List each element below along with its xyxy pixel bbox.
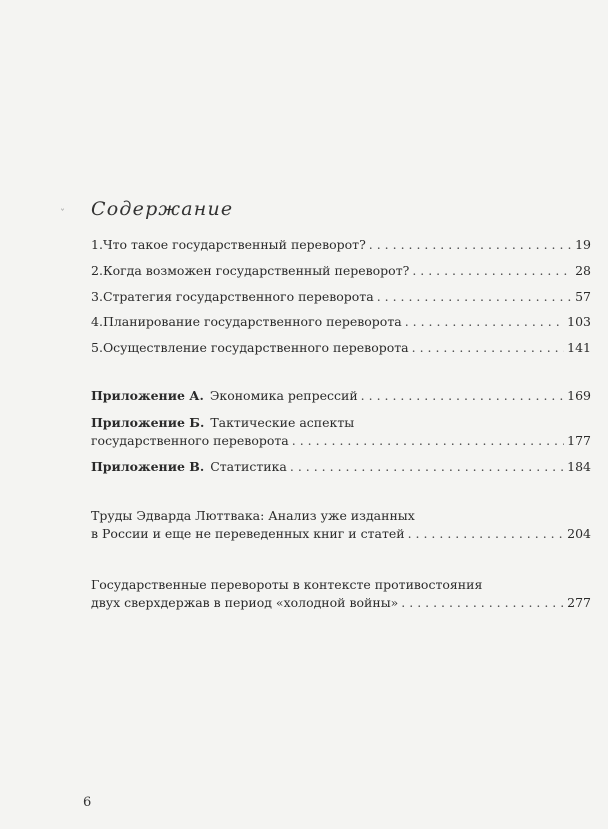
dot-leader xyxy=(361,387,564,405)
toc-entry-chapter-4 xyxy=(91,313,591,331)
toc-entry-chapter-1 xyxy=(91,236,591,254)
chapter-title: Осуществление государственного переворота xyxy=(102,340,409,355)
page-number: 204 xyxy=(567,526,591,541)
page-number: 177 xyxy=(567,433,591,448)
chapter-number: 1. xyxy=(91,237,103,252)
essay-title-continued: в России и еще не переведенных книг и статей xyxy=(91,526,405,541)
chapter-title: Когда возможен государственный переворот? xyxy=(102,263,410,278)
toc-entry-chapter-3 xyxy=(91,288,591,306)
toc-entry-appendix-b xyxy=(91,414,591,450)
chapter-number: 4. xyxy=(91,314,103,329)
page-number: 141 xyxy=(567,340,591,355)
appendix-label: Приложение В. xyxy=(91,459,205,474)
chapter-number: 5. xyxy=(91,340,103,355)
dot-leader xyxy=(408,525,565,543)
appendix-title: Тактические аспекты xyxy=(210,415,355,430)
dot-leader xyxy=(369,236,572,254)
essay-title: Труды Эдварда Люттвака: Анализ уже изданных xyxy=(91,508,415,523)
dot-leader xyxy=(405,313,564,331)
toc-entry-essay-luttwak xyxy=(91,507,591,543)
page-number: 28 xyxy=(575,263,591,278)
essay-title: Государственные перевороты в контексте противостояния xyxy=(91,577,483,592)
page-number: 184 xyxy=(567,459,591,474)
page-number: 19 xyxy=(575,237,591,252)
dot-leader xyxy=(377,288,572,306)
chapter-number: 2. xyxy=(91,263,103,278)
page-number: 103 xyxy=(567,314,591,329)
essay-title-continued: двух сверхдержав в период «холодной войны» xyxy=(91,595,399,610)
toc-entry-appendix-c xyxy=(91,458,591,476)
appendix-title: Экономика репрессий xyxy=(209,388,358,403)
dot-leader xyxy=(401,594,564,612)
toc-entry-appendix-a xyxy=(91,387,591,405)
toc-entry-chapter-5 xyxy=(91,339,591,357)
appendix-label: Приложение Б. xyxy=(91,415,205,430)
appendix-label: Приложение А. xyxy=(91,388,204,403)
page-number: 57 xyxy=(575,289,591,304)
dot-leader xyxy=(412,262,572,280)
appendix-title: Статистика xyxy=(210,459,287,474)
chapter-title: Стратегия государственного переворота xyxy=(102,289,374,304)
dot-leader xyxy=(290,458,564,476)
toc-entry-chapter-2 xyxy=(91,262,591,280)
chapter-title: Что такое государственный переворот? xyxy=(102,237,366,252)
folio-page-number: 6 xyxy=(83,795,92,810)
toc-entry-essay-cold-war xyxy=(91,576,591,612)
chapter-title: Планирование государственного переворота xyxy=(102,314,402,329)
dot-leader xyxy=(412,339,565,357)
chapter-number: 3. xyxy=(91,289,103,304)
contents-title: Содержание xyxy=(91,198,234,220)
appendix-title-continued: государственного переворота xyxy=(91,433,289,448)
page-number: 277 xyxy=(567,595,591,610)
page-number: 169 xyxy=(567,388,591,403)
scan-speck: ˇ xyxy=(60,209,65,220)
dot-leader xyxy=(292,432,564,450)
